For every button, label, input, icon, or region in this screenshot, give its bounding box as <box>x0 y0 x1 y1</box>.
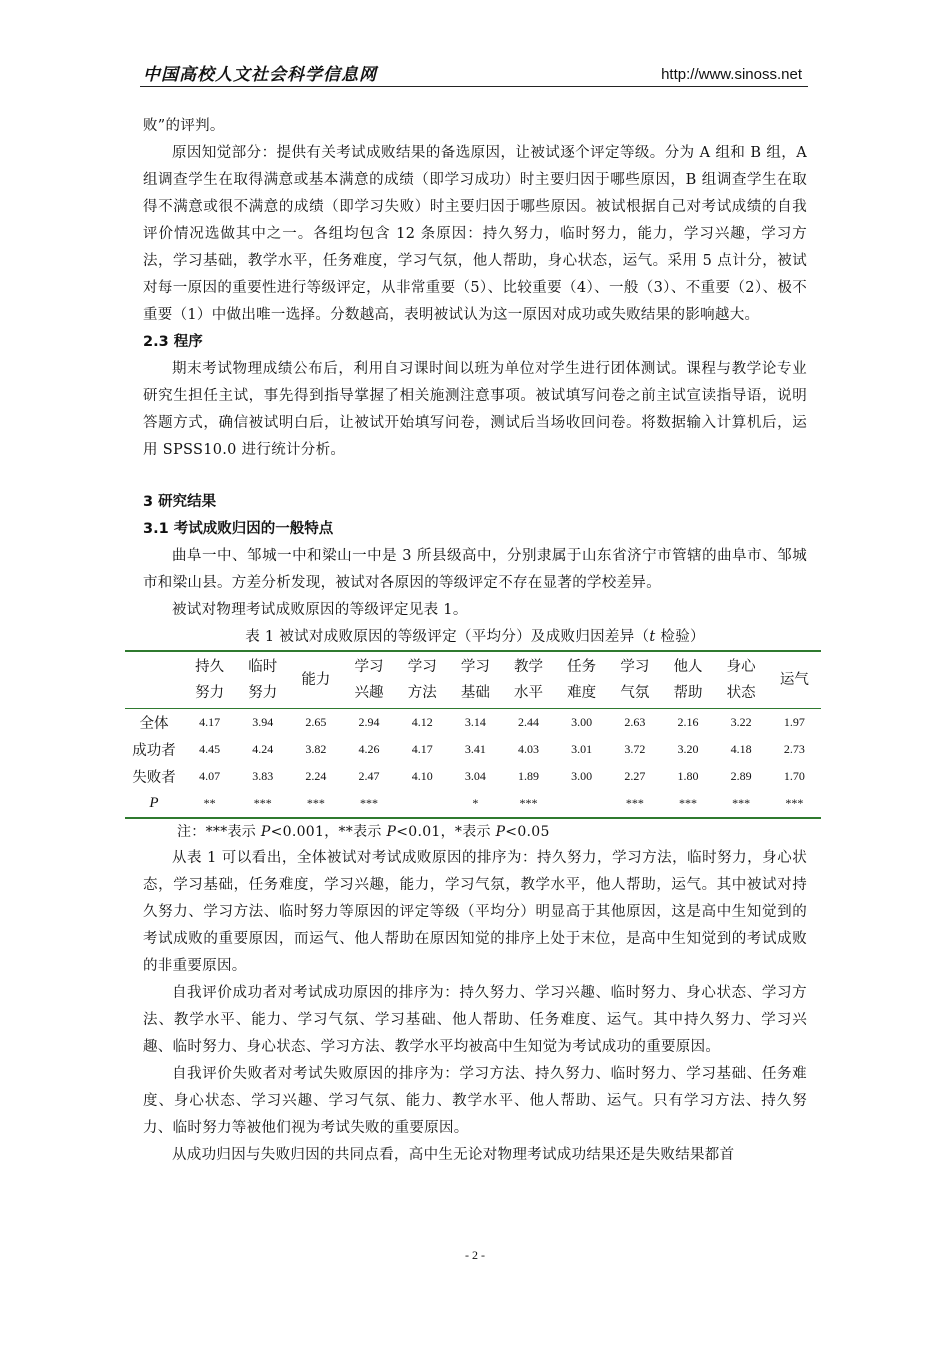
table-cell: 2.24 <box>305 769 327 783</box>
row-label: P <box>149 795 159 811</box>
table-cell: *** <box>785 796 804 810</box>
table-cell: 4.18 <box>730 742 752 756</box>
col-header: 临时 努力 <box>248 659 278 701</box>
table-cell: 3.22 <box>730 715 752 729</box>
table-cell: 4.17 <box>199 715 221 729</box>
col-header: 学习 气氛 <box>620 659 650 701</box>
paragraph-procedure: 期末考试物理成绩公布后，利用自习课时间以班为单位对学生进行团体测试。课程与教学论专业研究生担任主试，事先得到指导掌握了相关施测注意事项。被试填写问卷之前主试宣读指导语，说明答题方式，确信被试明白后，让被试开始填写问卷，测试后当场收回问卷。将数据输入计算机后，运用 SPSS10.0 进行统计分析。 <box>143 361 807 458</box>
table-cell: 2.16 <box>677 715 699 729</box>
table-cell: *** <box>519 796 538 810</box>
table-cell: 4.07 <box>199 769 221 783</box>
site-logo: 中国高校人文社会科学信息网 <box>143 65 377 85</box>
col-header: 运气 <box>779 672 809 688</box>
table-cell <box>555 790 608 818</box>
table-cell: 2.47 <box>358 769 380 783</box>
table-cell: 2.65 <box>305 715 327 729</box>
col-header: 教学 水平 <box>514 659 544 701</box>
col-header: 他人 帮助 <box>673 659 703 701</box>
table-row <box>125 709 821 737</box>
table-cell: 3.00 <box>571 769 593 783</box>
table-cell: 3.82 <box>305 742 327 756</box>
paragraph-common-points: 从成功归因与失败归因的共同点看，高中生无论对物理考试成功结果还是失败结果都首 <box>172 1147 735 1163</box>
table-note: 注：***表示 P<0.001，**表示 P<0.01，*表示 P<0.05 <box>177 824 550 840</box>
row-label: 成功者 <box>132 743 176 759</box>
table-cell: 1.97 <box>783 715 805 729</box>
table-cell: 3.83 <box>252 769 274 783</box>
table-cell: 3.20 <box>677 742 699 756</box>
table-cell: 1.89 <box>518 769 540 783</box>
table-cell: 3.94 <box>252 715 274 729</box>
table-cell: * <box>472 796 479 810</box>
table-cell: ** <box>203 796 216 810</box>
table-cell: 4.03 <box>518 742 540 756</box>
row-label: 全体 <box>139 716 169 732</box>
table-cell: 1.70 <box>783 769 805 783</box>
table-header-row <box>125 651 821 709</box>
col-header: 任务 难度 <box>567 659 597 701</box>
table-row <box>125 736 821 763</box>
table-cell: 4.26 <box>358 742 380 756</box>
table-caption-t: t <box>649 629 656 645</box>
spacer <box>143 464 807 489</box>
table-cell: 2.94 <box>358 715 380 729</box>
table-cell: 2.63 <box>624 715 646 729</box>
header-url[interactable]: http://www.sinoss.net <box>661 66 802 83</box>
paragraph-overall-ranking: 从表 1 可以看出，全体被试对考试成败原因的排序为：持久努力，学习方法，临时努力，身心状态，学习基础，任务难度，学习兴趣，能力，学习气氛，教学水平，他人帮助，运气。其中被试对持久努力、学习方法、临时努力等原因的评定等级（平均分）明显高于其他原因，这是高中生知觉到的考试成败的重要原因，而运气、他人帮助在原因知觉的排序上处于末位，是高中生知觉到的考试成败的非重要原因。 <box>143 850 807 974</box>
document-body <box>132 113 809 1169</box>
table-caption-end: 检验） <box>655 629 705 645</box>
table-cell: *** <box>678 796 697 810</box>
row-label: 失败者 <box>132 770 176 786</box>
table-cell: 2.89 <box>730 769 752 783</box>
col-header: 学习 基础 <box>460 659 490 701</box>
paragraph-success-ranking: 自我评价成功者对考试成功原因的排序为：持久努力、学习兴趣、临时努力、身心状态、学习方法、教学水平、能力、学习气氛、学习基础、他人帮助、任务难度、运气。其中持久努力、学习兴趣、临时努力、身心状态、学习方法、教学水平均被高中生知觉为考试成功的重要原因。 <box>143 985 807 1055</box>
table-cell: 4.24 <box>252 742 274 756</box>
table-cell: *** <box>732 796 751 810</box>
table-cell: 2.73 <box>783 742 805 756</box>
page-number: - 2 - <box>465 1248 485 1262</box>
section-heading-3: 3 研究结果 <box>143 494 217 510</box>
table-cell: 3.01 <box>571 742 593 756</box>
table-cell: *** <box>360 796 379 810</box>
header-divider <box>140 86 808 87</box>
table-caption-main: 表 1 被试对成败原因的等级评定（平均分）及成败归因差异（ <box>245 629 650 645</box>
table-cell: *** <box>253 796 272 810</box>
table-cell: *** <box>625 796 644 810</box>
table-cell: 3.00 <box>571 715 593 729</box>
table-cell: 4.12 <box>411 715 433 729</box>
table-cell: 2.27 <box>624 769 646 783</box>
paragraph-failure-ranking: 自我评价失败者对考试失败原因的排序为：学习方法、持久努力、临时努力、学习基础、任务难度、身心状态、学习兴趣、学习气氛、能力、教学水平、他人帮助、运气。只有学习方法、持久努力、临时努力等被他们视为考试失败的重要原因。 <box>143 1066 807 1136</box>
table-cell: *** <box>306 796 325 810</box>
table-cell: 1.80 <box>677 769 699 783</box>
col-header: 学习 方法 <box>407 659 437 701</box>
table-cell: 4.45 <box>199 742 221 756</box>
paragraph-schools: 曲阜一中、邹城一中和梁山一中是 3 所县级高中，分别隶属于山东省济宁市管辖的曲阜市、邹城市和梁山县。方差分析发现，被试对各原因的等级评定不存在显著的学校差异。 <box>143 548 807 591</box>
table-cell: 3.04 <box>464 769 486 783</box>
col-header: 持久 努力 <box>195 659 225 701</box>
section-heading-2-3: 2.3 程序 <box>143 334 203 350</box>
paragraph-continuation: 败”的评判。 <box>143 118 225 134</box>
table-cell: 3.14 <box>464 715 486 729</box>
table-cell: 3.41 <box>464 742 486 756</box>
col-header: 学习 兴趣 <box>354 659 384 701</box>
table-cell: 4.17 <box>411 742 433 756</box>
section-heading-3-1: 3.1 考试成败归因的一般特点 <box>143 521 334 537</box>
table-header-empty <box>125 651 183 709</box>
table-row <box>125 763 821 790</box>
table-cell: 2.44 <box>518 715 540 729</box>
table-cell <box>396 790 449 818</box>
table-cell: 4.10 <box>411 769 433 783</box>
table-cell: 3.72 <box>624 742 646 756</box>
table-row-significance <box>125 790 821 818</box>
table-caption <box>143 624 807 650</box>
col-header: 能力 <box>301 672 331 688</box>
paragraph-table-intro: 被试对物理考试成败原因的等级评定见表 1。 <box>172 602 468 618</box>
col-header: 身心 状态 <box>726 659 756 701</box>
paragraph-attribution-section: 原因知觉部分：提供有关考试成败结果的备选原因，让被试逐个评定等级。分为 A 组和 B 组，A 组调查学生在取得满意或基本满意的成绩（即学习成功）时主要归因于哪些原因，B 组调查学生在取得不满意或很不满意的成绩（即学习失败）时主要归因于哪些原因。被试根据自己对考试成绩的自我评价情况选做其中之一。各组均包含 12 条原因：持久努力，临时努力，能力，学习兴趣，学习方法，学习基础，教学水平，任务难度，学习气氛，他人帮助，身心状态，运气。采用 5 点计分，被试对每一原因的重要性进行等级评定，从非常重要（5）、比较重要（4）、一般（3）、不重要（2）、极不重要（1）中做出唯一选择。分数越高，表明被试认为这一原因对成功或失败结果的影响越大。 <box>143 145 807 323</box>
attribution-table <box>125 650 821 819</box>
